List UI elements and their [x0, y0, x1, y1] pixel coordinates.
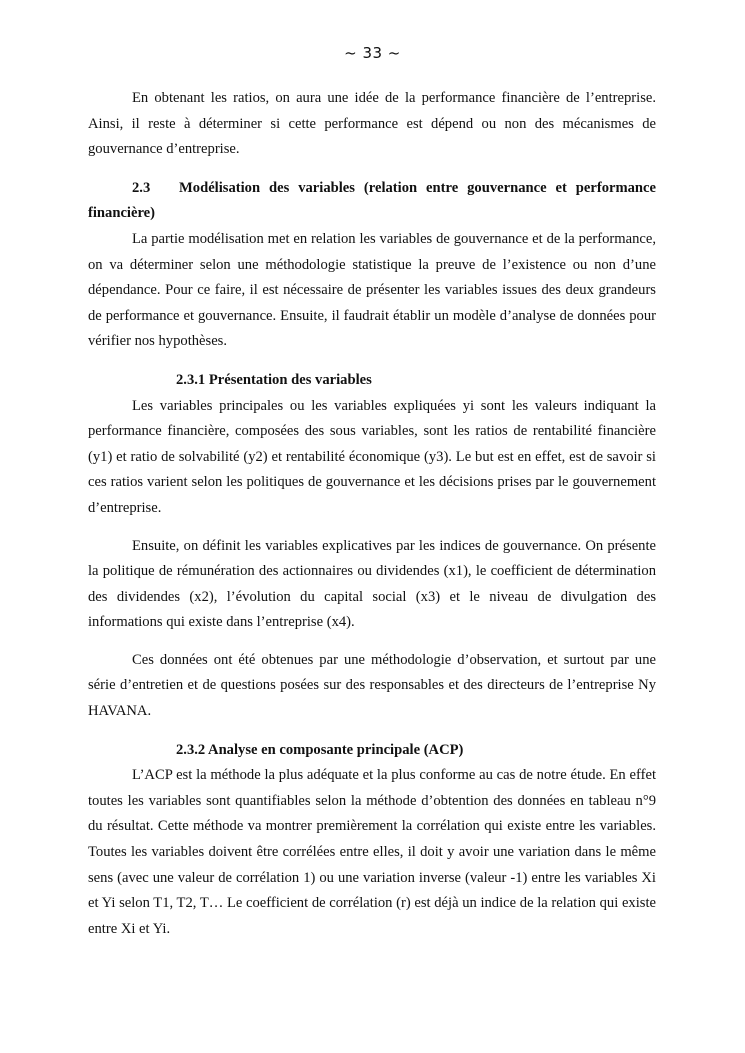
section-heading-2-3: [88, 176, 656, 227]
section-number: 2.3: [132, 179, 151, 196]
paragraph-acp: L’ACP est la méthode la plus adéquate et la plus conforme au cas de notre étude. En effet toutes les variables sont quantifiables selon la méthode d’obtention des données en tableau n°9 du résultat. Cette méthode va montrer premièrement la corrélation qui existe entre les variables. Toutes les variables doivent être corrélées entre elles, il doit y avoir une variation dans le même sens (avec une valeur de corrélation 1) ou une variation inverse (valeur -1) entre les variables Xi et Yi selon T1, T2, T… Le coefficient de corrélation (r) est déjà un indice de la relation qui existe entre Xi et Yi.: [88, 767, 656, 937]
paragraph-variables-principales: Les variables principales ou les variables expliquées yi sont les valeurs indiquant la performance financière, composées des sous variables, sont les ratios de rentabilité financière (y1) et ratio de solvabilité (y2) et rentabilité économique (y3). Le but est en effet, est de savoir si ces ratios varient selon les politiques de gouvernance et les décisions prises par le gouvernement d’entreprise.: [88, 397, 656, 516]
subsection-heading-2-3-2: 2.3.2 Analyse en composante principale (ACP): [176, 741, 464, 758]
paragraph-donnees: Ces données ont été obtenues par une méthodologie d’observation, et surtout par une série d’entretien et de questions posées sur des responsables et des directeurs de l’entreprise Ny HAVANA.: [88, 651, 656, 720]
section-title: Modélisation des variables (relation entre gouvernance et performance financière): [88, 179, 656, 222]
paragraph-modelisation: La partie modélisation met en relation les variables de gouvernance et de la performance, on va déterminer selon une méthodologie statistique la preuve de l’existence ou non d’une dépendance. Pour ce faire, il est nécessaire de présenter les variables issues des deux grandeurs de performance et gouvernance. Ensuite, il faudrait établir un modèle d’analyse de données pour vérifier nos hypothèses.: [88, 230, 656, 350]
paragraph-intro: En obtenant les ratios, on aura une idée de la performance financière de l’entreprise. Ainsi, il reste à déterminer si cette performance est dépend ou non des mécanismes de gouvernance d’entreprise.: [88, 90, 656, 158]
subsection-heading-2-3-1: 2.3.1 Présentation des variables: [176, 371, 372, 388]
document-body: [88, 86, 656, 942]
paragraph-variables-explicatives: Ensuite, on définit les variables explicatives par les indices de gouvernance. On présente la politique de rémunération des actionnaires ou dividendes (x1), le coefficient de détermination des dividendes (x2), l’évolution du capital social (x3) et le niveau de divulgation des informations qui existe dans l’entreprise (x4).: [88, 537, 656, 631]
page-number: ~ 33 ~: [344, 44, 401, 62]
